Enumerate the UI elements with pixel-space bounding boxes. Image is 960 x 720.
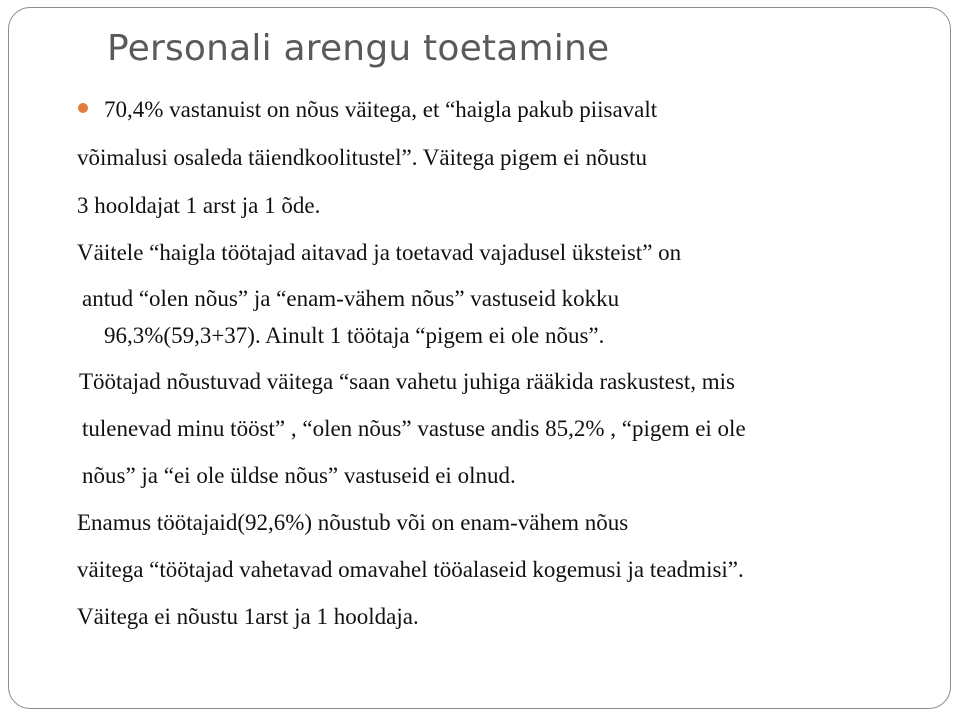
body-line-9: nõus” ja “ei ole üldse nõus” vastuseid ei olnud. <box>82 463 516 488</box>
body-line-1: 70,4% vastanuist on nõus väitega, et “haigla pakub piisavalt <box>104 97 658 122</box>
body-line-11: väitega “töötajad vahetavad omavahel tööalaseid kogemusi ja teadmisi”. <box>77 557 744 582</box>
slide-title: Personali arengu toetamine <box>107 28 610 69</box>
body-line-7: Töötajad nõustuvad väitega “saan vahetu juhiga rääkida raskustest, mis <box>79 369 735 394</box>
body-line-10: Enamus töötajaid(92,6%) nõustub või on enam-vähem nõus <box>77 510 629 535</box>
body-line-6: 96,3%(59,3+37). Ainult 1 töötaja “pigem ei ole nõus”. <box>104 323 605 348</box>
body-line-2: võimalusi osaleda täiendkoolitustel”. Väitega pigem ei nõustu <box>77 145 647 170</box>
body-line-4: Väitele “haigla töötajad aitavad ja toetavad vajadusel üksteist” on <box>77 240 682 265</box>
body-line-12: Väitega ei nõustu 1arst ja 1 hooldaja. <box>77 604 419 629</box>
body-line-3: 3 hooldajat 1 arst ja 1 õde. <box>77 193 321 218</box>
body-line-8: tulenevad minu tööst” , “olen nõus” vastuse andis 85,2% , “pigem ei ole <box>82 416 746 441</box>
body-line-5: antud “olen nõus” ja “enam-vähem nõus” vastuseid kokku <box>82 286 620 311</box>
